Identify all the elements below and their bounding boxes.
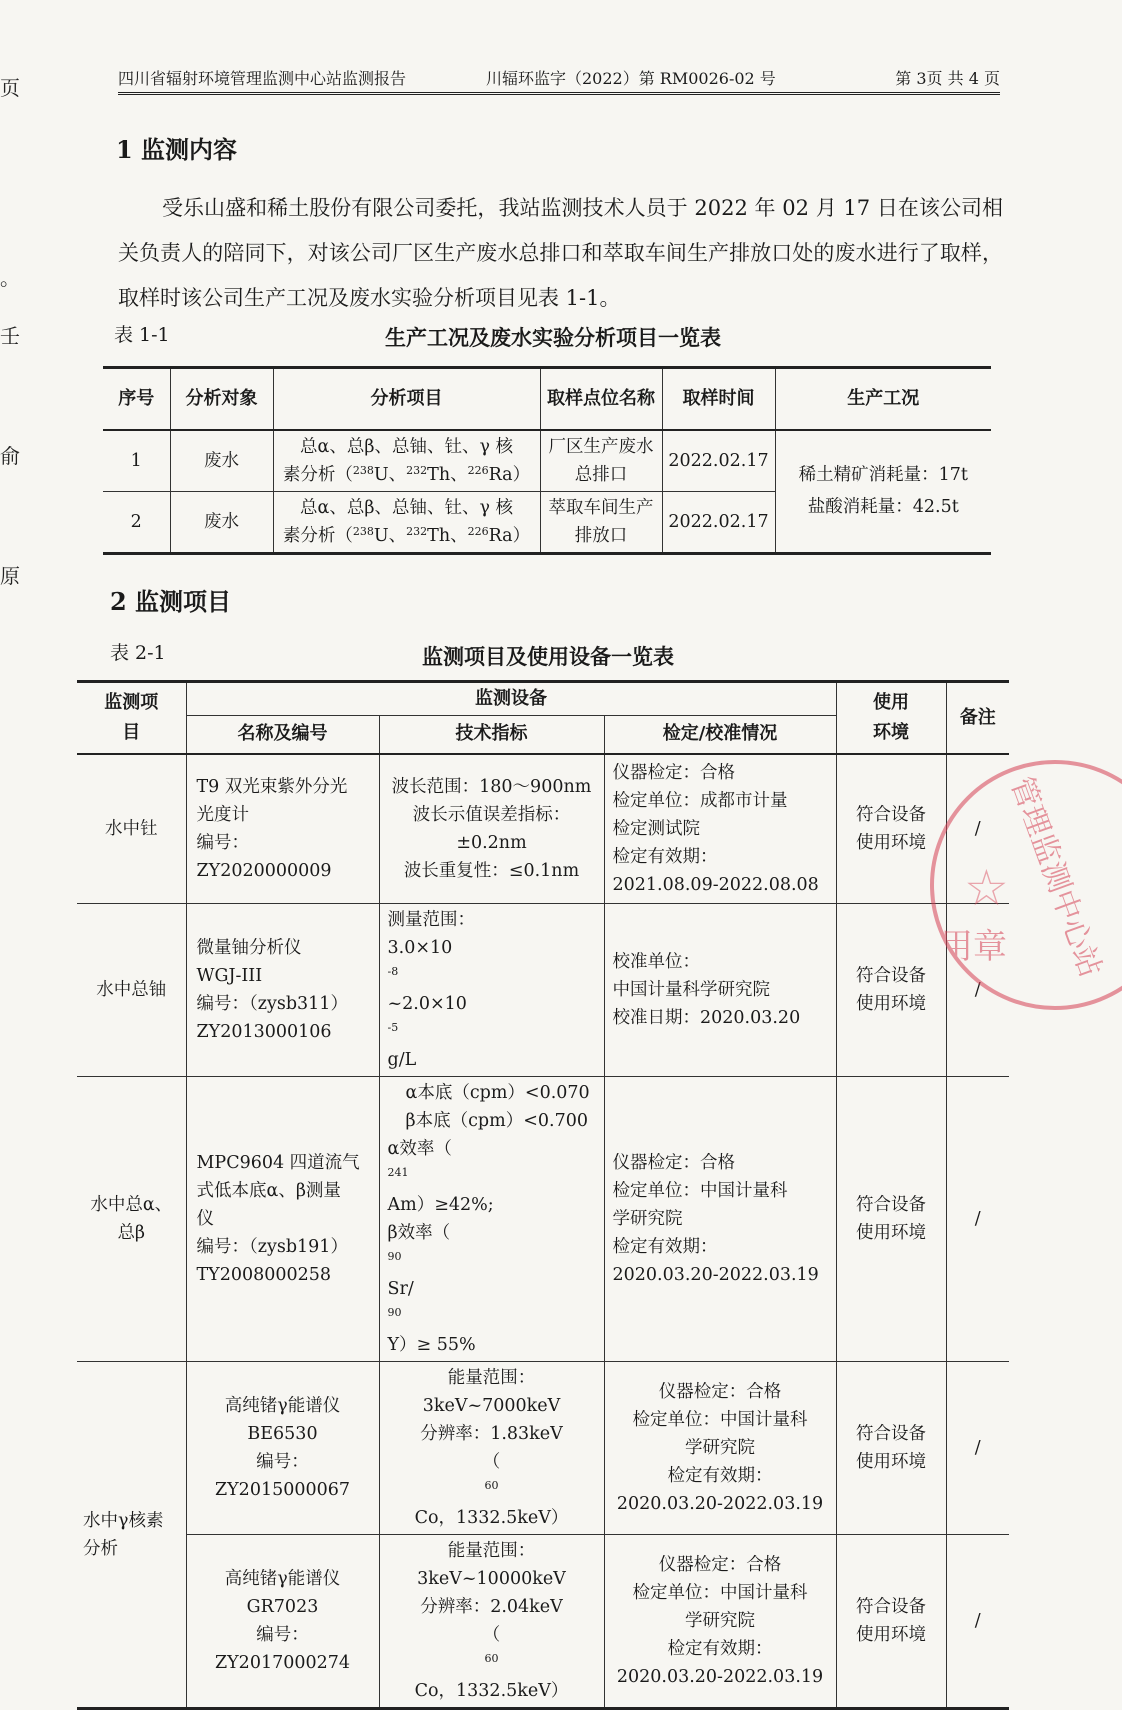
mantissa: ~2.0×10 <box>387 994 467 1014</box>
superscript: 90 <box>387 1250 402 1263</box>
text-line: 编号： <box>256 1452 309 1472</box>
text-line: ZY2020000009 <box>196 860 332 881</box>
text-line: 检定有效期： <box>667 1639 773 1659</box>
text-line: 分辨率：2.04keV <box>420 1597 563 1617</box>
nuclide: U、 <box>373 525 407 546</box>
text-line: 仪 <box>196 1209 214 1229</box>
t1-header-object: 分析对象 <box>170 368 273 430</box>
text-line: 检定单位：中国计量科 <box>632 1583 808 1603</box>
t2-cell-note: / <box>946 1362 1009 1535</box>
superscript: 238 <box>352 524 374 538</box>
t2-cell-env: 符合设备使用环境 <box>836 1362 946 1535</box>
text-line <box>388 934 600 1074</box>
t1-cell-no: 2 <box>103 491 170 553</box>
section-2-title: 2 监测项目 <box>110 587 232 616</box>
t2-cell-spec <box>379 1362 604 1535</box>
paragraph-text: 受乐山盛和稀土股份有限公司委托，我站监测技术人员于 2022 年 02 月 17 日在该公司相关负责人的陪同下，对该公司厂区生产废水总排口和萃取车间生产排放口处的废水进行了取样，取样时该公司生产工况及废水实验分析项目见表 1-1。 <box>118 196 1003 310</box>
t1-cell-no: 1 <box>103 430 170 492</box>
table-2-number: 表 2-1 <box>110 642 166 664</box>
edge-fragment: 。 <box>0 266 20 290</box>
text-line: 编号： <box>256 1625 309 1645</box>
table-row <box>77 904 1009 1077</box>
t2-cell-env: 符合设备使用环境 <box>836 754 946 904</box>
items-line: 素分析（ <box>282 525 353 546</box>
superscript: 90 <box>387 1306 402 1319</box>
text-line: ZY2013000106 <box>196 1022 332 1042</box>
edge-fragment: 原 <box>0 564 20 588</box>
table-2 <box>77 680 1009 1710</box>
table-1-caption: 生产工况及废水实验分析项目一览表 <box>385 325 721 350</box>
items-line: 总α、总β、总铀、钍、γ 核 <box>300 497 513 518</box>
t2-cell-calib <box>604 1077 836 1362</box>
value: Co，1332.5keV） <box>414 1508 569 1528</box>
value: Am）≥42%; <box>387 1195 494 1215</box>
t2-cell-env: 符合设备使用环境 <box>836 1077 946 1362</box>
page-header <box>118 62 1000 95</box>
text-line: 编号：（zysb311） <box>196 994 348 1014</box>
t2-cell-name <box>186 904 379 1077</box>
t1-header-items: 分析项目 <box>273 368 540 430</box>
t2-cell-spec <box>379 754 604 904</box>
t2-header-equipment: 监测设备 <box>186 682 836 716</box>
superscript: -8 <box>387 965 399 978</box>
t2-cell-calib <box>604 904 836 1077</box>
t2-header-calib: 检定/校准情况 <box>604 716 836 754</box>
text-line: 校准日期：2020.03.20 <box>612 1008 801 1028</box>
superscript: 226 <box>467 524 489 538</box>
superscript: 241 <box>387 1166 409 1179</box>
t2-cell-item: 水中γ核素分析 <box>77 1362 186 1709</box>
text-line: 检定单位：中国计量科 <box>612 1181 788 1201</box>
table-row <box>77 754 1009 904</box>
table-2-caption: 监测项目及使用设备一览表 <box>422 644 674 669</box>
text-line: ZY2017000274 <box>214 1653 351 1673</box>
text-line: 仪器检定：合格 <box>612 762 735 783</box>
text-line: 2020.03.20-2022.03.19 <box>612 1265 819 1285</box>
superscript: 60 <box>484 1652 499 1665</box>
text-line: 2020.03.20-2022.03.19 <box>616 1667 824 1687</box>
nuclide: Th、 <box>427 525 468 546</box>
t1-cell-site: 萃取车间生产排放口 <box>540 491 662 553</box>
text-line: 仪器检定：合格 <box>658 1555 782 1575</box>
nuclide: Ra） <box>488 525 531 546</box>
t2-cell-name <box>186 1535 379 1709</box>
table-row <box>77 1077 1009 1362</box>
t2-cell-calib <box>604 1535 836 1709</box>
text-line: β本底（cpm）<0.700 <box>405 1111 588 1131</box>
text-line: ±0.2nm <box>456 832 527 853</box>
t1-header-condition: 生产工况 <box>775 368 991 430</box>
text-line <box>388 1135 600 1219</box>
t2-cell-env: 符合设备使用环境 <box>836 904 946 1077</box>
header-page-number: 第 3页 共 4 页 <box>895 69 1000 88</box>
text-line: 中国计量科学研究院 <box>612 980 770 1000</box>
items-line: 总α、总β、总铀、钍、γ 核 <box>300 436 513 457</box>
text-line: 3keV~7000keV <box>422 1396 561 1416</box>
header-report-number: 川辐环监字（2022）第 RM0026-02 号 <box>486 69 776 88</box>
section-1-paragraph <box>118 186 1003 321</box>
t2-cell-note: / <box>946 754 1009 904</box>
t2-cell-calib <box>604 1362 836 1535</box>
t1-cell-time: 2022.02.17 <box>662 430 775 492</box>
superscript: -5 <box>387 1021 399 1034</box>
seal-star-icon: ☆ <box>964 859 1009 917</box>
table-row <box>77 1362 1009 1535</box>
t2-header-note: 备注 <box>946 682 1009 754</box>
t2-cell-calib <box>604 754 836 904</box>
paren: （ <box>482 1452 501 1472</box>
text-line <box>388 1219 600 1359</box>
t2-cell-note: / <box>946 1077 1009 1362</box>
edge-fragment: 页 <box>0 76 20 100</box>
text-line: α本底（cpm）<0.070 <box>405 1083 590 1103</box>
t1-header-time: 取样时间 <box>662 368 775 430</box>
t1-cell-items <box>273 430 540 492</box>
text-line <box>384 1621 600 1705</box>
text-line: 波长示值误差指标： <box>412 804 571 825</box>
text-line: 2021.08.09-2022.08.08 <box>612 874 819 895</box>
mantissa: 3.0×10 <box>387 938 453 958</box>
text-line: 学研究院 <box>612 1209 683 1229</box>
condition-line: 盐酸消耗量：42.5t <box>807 497 959 517</box>
t2-header-env: 使用环境 <box>836 682 946 754</box>
text-line: 检定单位：成都市计量 <box>612 790 788 811</box>
t2-cell-name <box>186 1077 379 1362</box>
superscript: 238 <box>352 463 374 477</box>
unit: g/L <box>387 1050 417 1070</box>
label: α效率（ <box>387 1139 452 1159</box>
edge-fragment: 壬 <box>0 324 20 348</box>
text-line: 式低本底α、β测量 <box>196 1181 341 1201</box>
t2-cell-spec <box>379 1077 604 1362</box>
text-line: 检定测试院 <box>612 818 700 839</box>
text-line: 检定有效期： <box>612 1237 718 1257</box>
t1-cell-condition <box>775 430 991 554</box>
t2-cell-spec <box>379 904 604 1077</box>
t1-cell-items <box>273 491 540 553</box>
superscript: 232 <box>406 463 428 477</box>
text-line: 2020.03.20-2022.03.19 <box>616 1494 824 1514</box>
text-line: 学研究院 <box>685 1438 755 1458</box>
text-line: 高纯锗γ能谱仪 <box>224 1396 341 1416</box>
seal-bottom-text: 用章 <box>939 927 1007 967</box>
table-row <box>103 430 991 492</box>
t2-cell-item: 水中总α、总β <box>77 1077 186 1362</box>
text-line: ZY2015000067 <box>214 1480 351 1500</box>
t2-cell-name <box>186 754 379 904</box>
t2-cell-note: / <box>946 1535 1009 1709</box>
t2-header-name: 名称及编号 <box>186 716 379 754</box>
t2-cell-item: 水中钍 <box>77 754 186 904</box>
value: Co，1332.5keV） <box>414 1681 569 1701</box>
superscript: 60 <box>484 1479 499 1492</box>
t2-header-spec: 技术指标 <box>379 716 604 754</box>
label: β效率（ <box>387 1223 451 1243</box>
text-line: 编号： <box>196 832 249 853</box>
text-line <box>384 1448 600 1532</box>
text-line: 波长范围：180～900nm <box>391 776 592 797</box>
t1-cell-time: 2022.02.17 <box>662 491 775 553</box>
condition-line: 稀土精矿消耗量：17t <box>798 465 968 485</box>
superscript: 232 <box>406 524 428 538</box>
text-line: 学研究院 <box>685 1611 755 1631</box>
text-line: 检定有效期： <box>667 1466 773 1486</box>
t2-cell-note: / <box>946 904 1009 1077</box>
text-line: 能量范围： <box>447 1368 536 1388</box>
header-organization: 四川省辐射环境管理监测中心站监测报告 <box>118 69 407 88</box>
text-line: GR7023 <box>246 1597 319 1617</box>
t2-cell-env: 符合设备使用环境 <box>836 1535 946 1709</box>
t1-cell-object: 废水 <box>170 491 273 553</box>
superscript: 226 <box>467 463 489 477</box>
text-line: 能量范围： <box>447 1541 536 1561</box>
value: Y）≥ 55% <box>387 1335 476 1355</box>
text-line: 波长重复性：≤0.1nm <box>403 860 580 881</box>
text-line: 仪器检定：合格 <box>612 1153 735 1173</box>
nuclide: Ra） <box>488 464 531 485</box>
t1-header-no: 序号 <box>103 368 170 430</box>
text-line: MPC9604 四道流气 <box>196 1153 360 1173</box>
text-line: 光度计 <box>196 804 249 825</box>
nuclide: Sr/ <box>387 1279 414 1299</box>
section-1-title: 1 监测内容 <box>116 135 238 164</box>
t2-cell-spec <box>379 1535 604 1709</box>
table-row <box>77 1535 1009 1709</box>
paren: （ <box>482 1625 501 1645</box>
seal-ring-text: 管理监测中心站 <box>1003 772 1109 982</box>
edge-fragment: 俞 <box>0 444 20 468</box>
text-line: 测量范围： <box>387 910 475 930</box>
t2-cell-item: 水中总铀 <box>77 904 186 1077</box>
nuclide: U、 <box>373 464 407 485</box>
text-line: WGJ-III <box>196 966 263 986</box>
text-line: TY2008000258 <box>196 1265 332 1285</box>
t1-cell-object: 废水 <box>170 430 273 492</box>
text-line: 高纯锗γ能谱仪 <box>224 1569 341 1589</box>
t1-cell-site: 厂区生产废水总排口 <box>540 430 662 492</box>
text-line: T9 双光束紫外分光 <box>196 776 348 797</box>
text-line: 编号：（zysb191） <box>196 1237 348 1257</box>
nuclide: Th、 <box>427 464 468 485</box>
t1-header-site: 取样点位名称 <box>540 368 662 430</box>
text-line: 仪器检定：合格 <box>658 1382 782 1402</box>
table-1-number: 表 1-1 <box>114 324 170 346</box>
text-line: 3keV~10000keV <box>417 1569 566 1589</box>
text-line: 检定有效期： <box>612 846 718 867</box>
items-line: 素分析（ <box>282 464 353 485</box>
t2-cell-name <box>186 1362 379 1535</box>
text-line: 分辨率：1.83keV <box>420 1424 563 1444</box>
text-line: 校准单位： <box>612 952 700 972</box>
text-line: 检定单位：中国计量科 <box>632 1410 808 1430</box>
text-line: 微量铀分析仪 <box>196 938 302 958</box>
table-1 <box>103 366 991 555</box>
t2-header-item: 监测项目 <box>77 682 186 754</box>
text-line: BE6530 <box>247 1424 318 1444</box>
